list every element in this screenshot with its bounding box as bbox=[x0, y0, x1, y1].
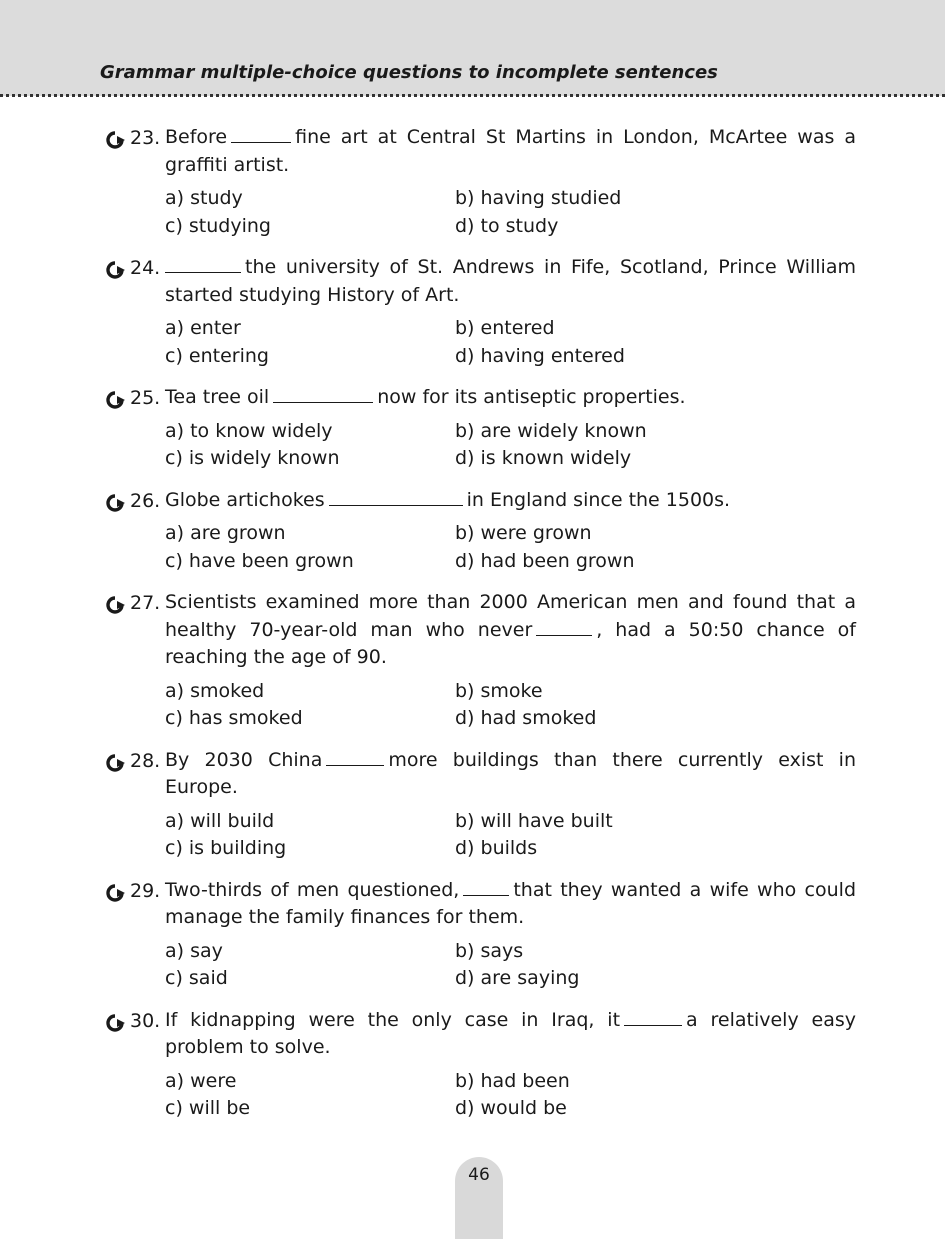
answer-options bbox=[165, 520, 945, 575]
option-b: b) are widely known bbox=[455, 419, 647, 442]
question-text: the university of St. Andrews in Fife, Scotland, Prince William started studying History of Art. bbox=[165, 256, 856, 306]
option-a: a) are grown bbox=[165, 522, 286, 544]
circular-arrow-icon bbox=[104, 595, 126, 615]
circular-arrow-icon bbox=[104, 1013, 126, 1033]
option-c: c) is widely known bbox=[165, 447, 340, 469]
option-d: d) had been grown bbox=[455, 549, 635, 572]
question-text: By 2030 China more buildings than there currently exist in Europe. bbox=[165, 748, 856, 798]
circular-arrow-icon bbox=[104, 260, 126, 280]
question-number: 24. bbox=[130, 257, 161, 279]
option-c: c) said bbox=[165, 967, 228, 989]
option-a: a) enter bbox=[165, 317, 241, 339]
question-number: 28. bbox=[130, 749, 161, 772]
question-text: Before fine art at Central St Martins in London, McArtee was a graffiti artist. bbox=[165, 126, 856, 176]
question-27 bbox=[0, 589, 945, 733]
question-text: Two-thirds of men questioned, that they wanted a wife who could manage the family finances for them. bbox=[165, 878, 857, 928]
answer-options bbox=[165, 938, 945, 993]
option-b: b) will have built bbox=[455, 809, 613, 832]
option-d: d) would be bbox=[455, 1097, 567, 1119]
answer-options bbox=[165, 808, 945, 863]
answer-blank bbox=[624, 1011, 682, 1026]
answer-options bbox=[165, 1068, 945, 1123]
answer-blank bbox=[273, 388, 373, 403]
question-30 bbox=[0, 1007, 945, 1123]
option-a: a) study bbox=[165, 187, 243, 209]
option-b: b) having studied bbox=[455, 187, 622, 209]
answer-blank bbox=[329, 491, 463, 506]
page-number-tab bbox=[455, 1157, 503, 1239]
answer-options bbox=[165, 678, 945, 733]
option-b: b) smoke bbox=[455, 679, 543, 702]
question-28 bbox=[0, 747, 945, 863]
question-number: 27. bbox=[130, 592, 161, 614]
answer-blank bbox=[463, 881, 509, 896]
question-26 bbox=[0, 487, 945, 576]
answer-options bbox=[165, 315, 945, 370]
option-b: b) were grown bbox=[455, 522, 592, 544]
question-text: Tea tree oil now for its antiseptic properties. bbox=[165, 386, 686, 408]
header-dotted-divider bbox=[0, 94, 945, 97]
question-text: Globe artichokes in England since the 1500s. bbox=[165, 488, 731, 511]
answer-blank bbox=[536, 621, 592, 636]
question-number: 30. bbox=[130, 1009, 161, 1032]
option-a: a) were bbox=[165, 1069, 237, 1092]
question-29 bbox=[0, 877, 945, 993]
option-b: b) had been bbox=[455, 1069, 570, 1092]
option-d: d) is known widely bbox=[455, 447, 632, 469]
question-number: 29. bbox=[130, 879, 161, 902]
option-a: a) will build bbox=[165, 809, 275, 832]
question-number: 25. bbox=[130, 387, 161, 409]
answer-options bbox=[165, 418, 945, 473]
option-b: b) says bbox=[455, 939, 524, 962]
answer-blank bbox=[326, 751, 384, 766]
option-a: a) say bbox=[165, 939, 223, 962]
option-d: d) to study bbox=[455, 214, 559, 237]
option-d: d) builds bbox=[455, 837, 538, 859]
option-c: c) studying bbox=[165, 214, 271, 237]
question-25 bbox=[0, 384, 945, 473]
circular-arrow-icon bbox=[104, 753, 126, 773]
question-list bbox=[0, 124, 945, 1137]
option-b: b) entered bbox=[455, 317, 555, 339]
circular-arrow-icon bbox=[104, 390, 126, 410]
option-c: c) will be bbox=[165, 1097, 251, 1119]
option-c: c) entering bbox=[165, 344, 269, 367]
answer-blank bbox=[231, 128, 291, 143]
section-title: Grammar multiple-choice questions to incomplete sentences bbox=[100, 62, 718, 83]
option-c: c) has smoked bbox=[165, 707, 303, 729]
question-23 bbox=[0, 124, 945, 240]
page-header bbox=[0, 0, 945, 96]
option-c: c) is building bbox=[165, 837, 287, 859]
question-number: 26. bbox=[130, 489, 161, 512]
answer-options bbox=[165, 185, 945, 240]
circular-arrow-icon bbox=[104, 493, 126, 513]
question-24 bbox=[0, 254, 945, 370]
question-number: 23. bbox=[130, 127, 161, 149]
option-a: a) smoked bbox=[165, 679, 265, 702]
option-a: a) to know widely bbox=[165, 419, 333, 442]
option-d: d) had smoked bbox=[455, 707, 597, 729]
circular-arrow-icon bbox=[104, 883, 126, 903]
circular-arrow-icon bbox=[104, 130, 126, 150]
page-number: 46 bbox=[468, 1165, 490, 1185]
option-c: c) have been grown bbox=[165, 549, 354, 572]
question-text: Scientists examined more than 2000 American men and found that a healthy 70-year-old man who never , had a 50:50 chance of reaching the age of 90. bbox=[165, 591, 856, 668]
answer-blank bbox=[165, 258, 241, 273]
option-d: d) are saying bbox=[455, 967, 580, 989]
question-text: If kidnapping were the only case in Iraq, it a relatively easy problem to solve. bbox=[165, 1008, 856, 1058]
option-d: d) having entered bbox=[455, 344, 625, 367]
